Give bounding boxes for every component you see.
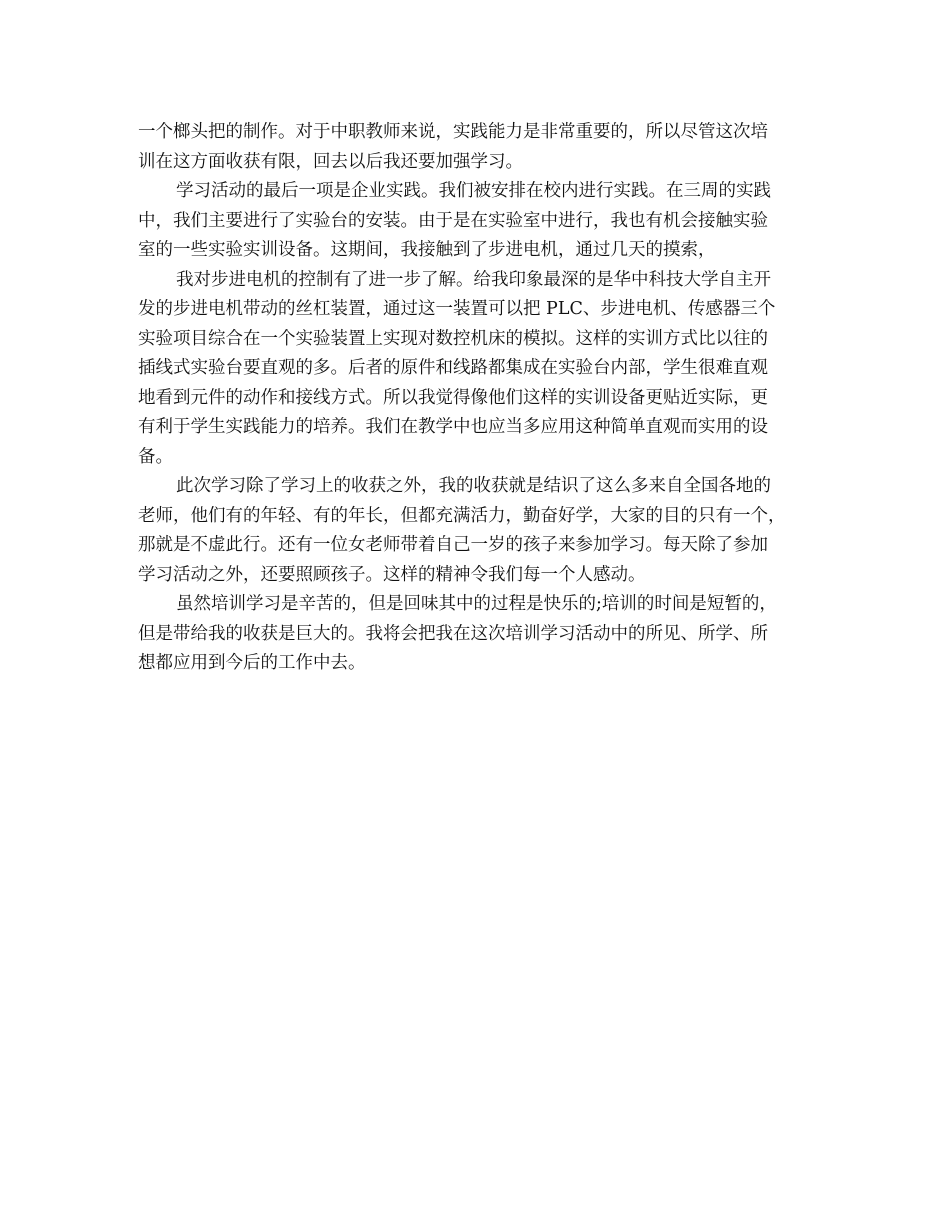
text-line: 有利于学生实践能力的培养。我们在教学中也应当多应用这种简单直观而实用的设 xyxy=(138,417,768,437)
text-line: 但是带给我的收获是巨大的。我将会把我在这次培训学习活动中的所见、所学、所 xyxy=(138,623,768,644)
paragraph-first-line: 我对步进电机的控制有了进一步了解。给我印象最深的是华中科技大学自主开 xyxy=(176,269,771,290)
text-line: 训在这方面收获有限，回去以后我还要加强学习。 xyxy=(138,151,523,172)
text-line: 老师，他们有的年轻、有的年长，但都充满活力，勤奋好学，大家的目的只有一个， xyxy=(138,505,786,526)
text-line: 发的步进电机带动的丝杠装置，通过这一装置可以把 PLC、步进电机、传感器三个 xyxy=(138,299,776,319)
paragraph-first-line: 学习活动的最后一项是企业实践。我们被安排在校内进行实践。在三周的实践 xyxy=(176,181,771,201)
text-line: 室的一些实验实训设备。这期间，我接触到了步进电机，通过几天的摸索， xyxy=(138,240,716,260)
text-line: 地看到元件的动作和接线方式。所以我觉得像他们这样的实训设备更贴近实际，更 xyxy=(138,387,768,408)
text-line: 插线式实验台要直观的多。后者的原件和线路都集成在实验台内部，学生很难直观 xyxy=(138,358,768,378)
text-line: 实验项目综合在一个实验装置上实现对数控机床的模拟。这样的实训方式比以往的 xyxy=(138,328,768,349)
text-line: 学习活动之外，还要照顾孩子。这样的精神令我们每一个人感动。 xyxy=(138,564,646,585)
paragraph-first-line: 虽然培训学习是辛苦的，但是回味其中的过程是快乐的;培训的时间是短暂的， xyxy=(176,594,777,614)
text-line: 备。 xyxy=(138,446,173,467)
text-line: 想都应用到今后的工作中去。 xyxy=(138,653,366,673)
text-line: 那就是不虚此行。还有一位女老师带着自己一岁的孩子来参加学习。每天除了参加 xyxy=(138,535,768,555)
document-body xyxy=(138,118,814,679)
text-line: 一个榔头把的制作。对于中职教师来说，实践能力是非常重要的，所以尽管这次培 xyxy=(138,122,768,142)
paragraph-first-line: 此次学习除了学习上的收获之外，我的收获就是结识了这么多来自全国各地的 xyxy=(176,476,771,496)
text-line: 中，我们主要进行了实验台的安装。由于是在实验室中进行，我也有机会接触实验 xyxy=(138,210,768,231)
